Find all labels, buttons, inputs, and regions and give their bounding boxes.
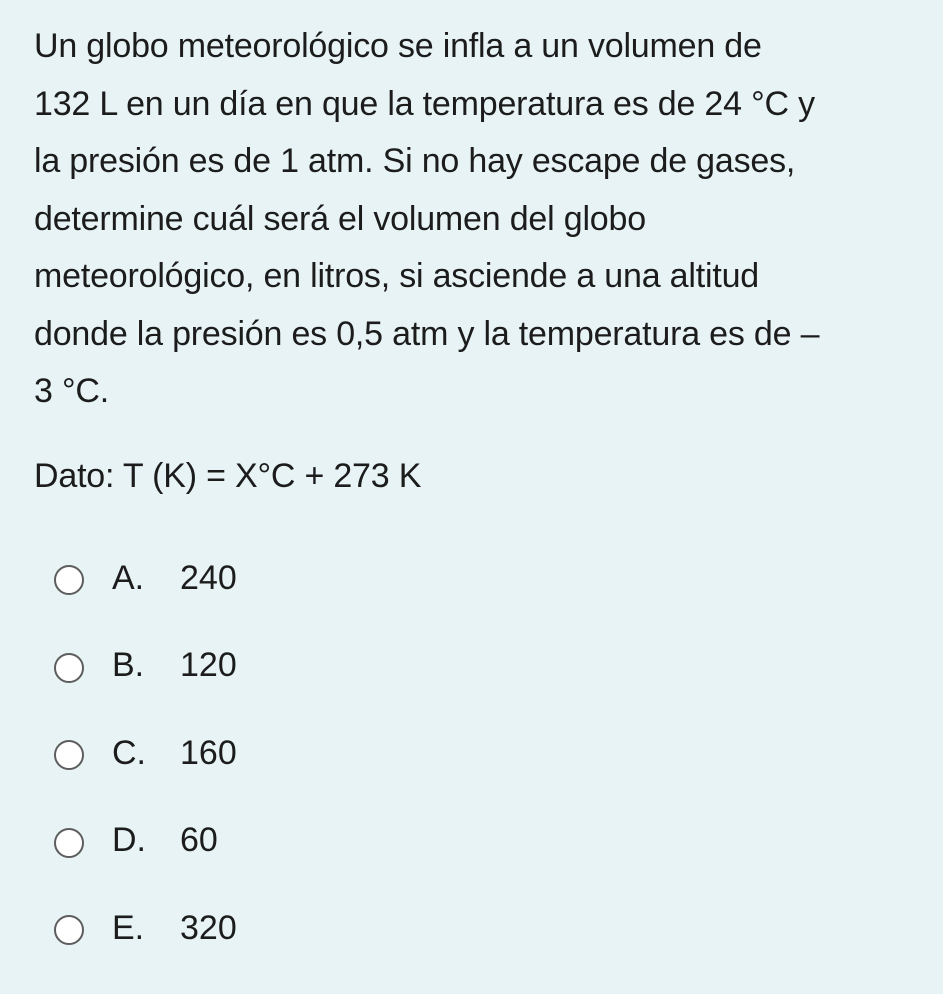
option-value: 60 bbox=[180, 821, 218, 859]
option-value: 240 bbox=[180, 558, 237, 597]
question-line: 132 L en un día en que la temperatura es de 24 °C y bbox=[34, 84, 815, 123]
answer-option-c[interactable] bbox=[54, 731, 237, 775]
answer-option-a[interactable] bbox=[54, 556, 237, 600]
radio-button[interactable] bbox=[54, 828, 84, 858]
question-line: donde la presión es 0,5 atm y la temperatura es de – bbox=[34, 314, 820, 353]
radio-button[interactable] bbox=[54, 915, 84, 945]
option-letter: D. bbox=[112, 821, 146, 859]
radio-button[interactable] bbox=[54, 565, 84, 595]
radio-button[interactable] bbox=[54, 653, 84, 683]
answer-options bbox=[54, 556, 237, 994]
option-value: 160 bbox=[180, 733, 237, 772]
option-value: 320 bbox=[180, 908, 237, 947]
option-value: 120 bbox=[180, 646, 237, 684]
question-line: meteorológico, en litros, si asciende a una altitud bbox=[34, 257, 760, 295]
option-letter: A. bbox=[112, 558, 145, 597]
option-letter: C. bbox=[112, 733, 146, 772]
formula-hint: Dato: T (K) = X°C + 273 K bbox=[34, 456, 422, 495]
answer-option-b[interactable] bbox=[54, 644, 237, 688]
option-letter: E. bbox=[112, 908, 145, 947]
question-line: la presión es de 1 atm. Si no hay escape de gases, bbox=[34, 142, 796, 180]
answer-option-e[interactable] bbox=[54, 906, 237, 950]
question-line: determine cuál será el volumen del globo bbox=[34, 199, 646, 238]
answer-option-d[interactable] bbox=[54, 819, 237, 863]
radio-button[interactable] bbox=[54, 740, 84, 770]
question-text bbox=[34, 0, 929, 421]
question-line: Un globo meteorológico se infla a un volumen de bbox=[34, 27, 762, 65]
option-letter: B. bbox=[112, 646, 145, 684]
question-line: 3 °C. bbox=[34, 372, 109, 410]
